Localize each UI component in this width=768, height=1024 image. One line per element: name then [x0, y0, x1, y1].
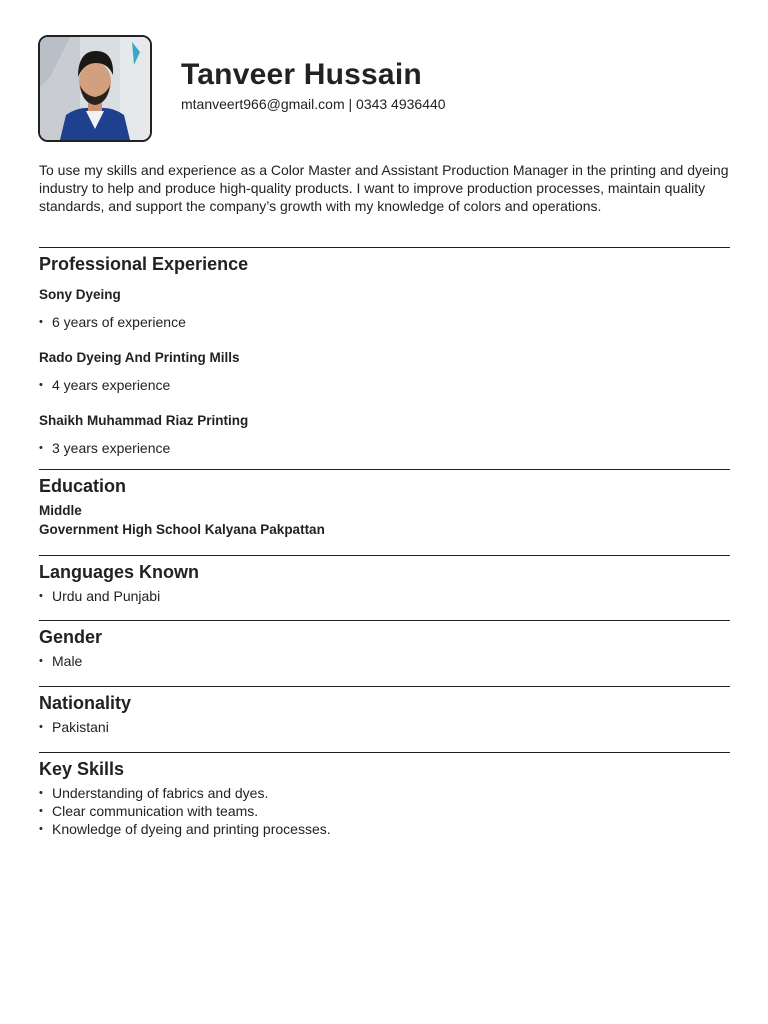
section-divider	[39, 620, 730, 621]
skills-list	[39, 784, 730, 839]
list-item	[39, 820, 730, 838]
experience-details	[39, 313, 730, 331]
experience-details	[39, 376, 730, 394]
candidate-name: Tanveer Hussain	[181, 58, 422, 91]
gender-item: Male	[52, 653, 83, 669]
languages-list	[39, 587, 730, 605]
experience-details	[39, 439, 730, 457]
profile-photo	[38, 35, 152, 142]
gender-list	[39, 652, 730, 670]
experience-section	[39, 247, 730, 458]
bullet-icon: •	[39, 316, 43, 328]
bullet-icon: •	[39, 379, 43, 392]
contact-info: mtanveert966@gmail.com | 0343 4936440	[181, 96, 446, 112]
bullet-icon: •	[39, 721, 43, 733]
company-name: Rado Dyeing And Printing Mills	[39, 350, 240, 366]
list-item	[39, 652, 730, 670]
section-divider	[39, 247, 730, 248]
section-divider	[39, 555, 730, 556]
section-divider	[39, 686, 730, 687]
list-item	[39, 587, 730, 605]
bullet-icon: •	[39, 805, 43, 818]
section-title-languages: Languages Known	[39, 562, 200, 582]
nationality-list	[39, 718, 730, 736]
resume-header	[38, 35, 730, 141]
company-name: Sony Dyeing	[39, 287, 121, 302]
list-item	[39, 313, 730, 331]
list-item	[39, 802, 730, 820]
list-item	[39, 718, 730, 736]
profile-photo-image	[40, 37, 150, 140]
list-item	[39, 439, 730, 457]
career-objective: To use my skills and experience as a Color Master and Assistant Production Manager in the printing and dyeing industry to help and produce high-quality products. I want to improve production processes, maintain quality standards, and support the company’s growth with my knowledge of colors and operations.	[39, 162, 729, 215]
skill-item: Clear communication with teams.	[52, 803, 259, 820]
bullet-icon: •	[39, 823, 43, 836]
languages-section	[39, 555, 730, 605]
experience-entry	[39, 286, 730, 331]
bullet-icon: •	[39, 442, 43, 455]
skill-item: Understanding of fabrics and dyes.	[52, 785, 269, 801]
nationality-section	[39, 686, 730, 736]
list-item	[39, 784, 730, 802]
education-section	[39, 469, 730, 539]
bullet-icon: •	[39, 655, 43, 667]
experience-entry	[39, 412, 730, 457]
section-title-education: Education	[39, 476, 127, 496]
skills-section	[39, 752, 730, 839]
experience-entry	[39, 349, 730, 394]
language-item: Urdu and Punjabi	[52, 588, 161, 604]
gender-section	[39, 620, 730, 670]
section-divider	[39, 469, 730, 470]
school-name: Government High School Kalyana Pakpattan	[39, 522, 325, 537]
section-divider	[39, 752, 730, 753]
nationality-item: Pakistani	[52, 719, 109, 735]
company-name: Shaikh Muhammad Riaz Printing	[39, 413, 249, 429]
section-title-nationality: Nationality	[39, 693, 132, 713]
bullet-icon: •	[39, 787, 43, 799]
experience-detail: 6 years of experience	[52, 314, 186, 330]
skill-item: Knowledge of dyeing and printing processes.	[52, 821, 331, 838]
experience-detail: 3 years experience	[52, 440, 171, 457]
education-level: Middle	[39, 503, 82, 518]
list-item	[39, 376, 730, 394]
bullet-icon: •	[39, 590, 43, 602]
section-title-experience: Professional Experience	[39, 254, 249, 274]
section-title-skills: Key Skills	[39, 759, 125, 779]
experience-detail: 4 years experience	[52, 377, 171, 394]
section-title-gender: Gender	[39, 627, 103, 647]
